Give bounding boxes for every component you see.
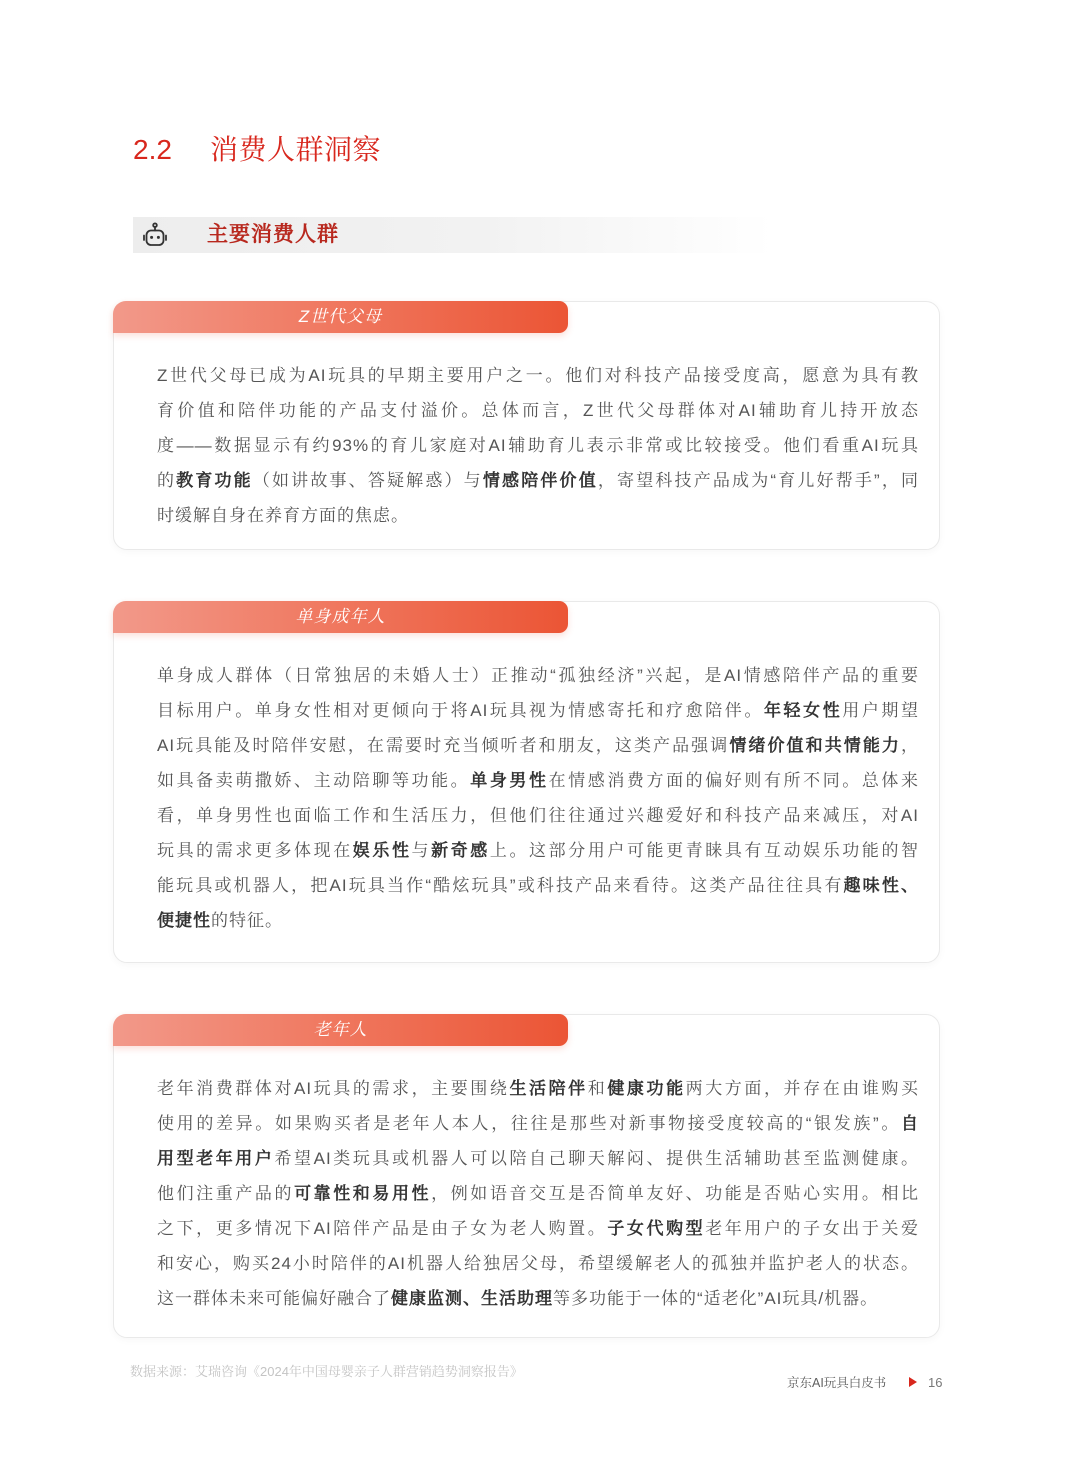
card-tab-label: 单身成年人 [113, 601, 568, 633]
text-line [157, 428, 919, 463]
emphasis-text: 情绪价值和共情能力 [729, 736, 902, 755]
body-text: 在情感消费方面的偏好则有所不同。总体来 [548, 771, 920, 790]
card-tab-label: Z世代父母 [113, 301, 568, 333]
body-text: 看，单身男性也面临工作和生活压力，但他们往往通过兴趣爱好和科技产品来减压，对AI [157, 806, 919, 825]
body-text: 希望AI类玩具或机器人可以陪自己聊天解闷、提供生活辅助甚至监测健康。 [274, 1149, 920, 1168]
card-tab-label: 老年人 [113, 1014, 568, 1046]
emphasis-text: 情感陪伴价值 [482, 471, 598, 490]
body-text: 这一群体未来可能偏好融合了 [157, 1289, 391, 1308]
body-text: 玩具的需求更多体现在 [157, 841, 353, 860]
body-text: 两大方面，并存在由谁购买 [685, 1079, 920, 1098]
text-line [157, 1071, 919, 1106]
body-text: （如讲故事、答疑解惑）与 [252, 471, 483, 490]
card-body-text [157, 658, 919, 938]
body-text: 之下，更多情况下AI陪伴产品是由子女为老人购置。 [157, 1219, 608, 1238]
body-text: 和安心，购买24小时陪伴的AI机器人给独居父母，希望缓解老人的孤独并监护老人的状态。 [157, 1254, 919, 1273]
text-line [157, 693, 919, 728]
section-number: 2.2 [133, 134, 172, 165]
body-text: 使用的差异。如果购买者是老年人本人，往往是那些对新事物接受度较高的“银发族”。 [157, 1114, 901, 1133]
body-text: 与 [411, 841, 432, 860]
body-text: 的特征。 [211, 911, 283, 930]
page-number: 16 [928, 1375, 943, 1390]
body-text: 育价值和陪伴功能的产品支付溢价。总体而言，Z世代父母群体对AI辅助育儿持开放态 [157, 401, 919, 420]
subheader-bar [133, 217, 773, 253]
emphasis-text: 单身男性 [470, 771, 549, 790]
body-text: 度——数据显示有约93%的育儿家庭对AI辅助育儿表示非常或比较接受。他们看重AI玩具 [157, 436, 919, 455]
body-text: 的 [157, 471, 177, 490]
card-body-text [157, 1071, 919, 1316]
body-text: 他们注重产品的 [157, 1184, 295, 1203]
body-text: 单身成人群体（日常独居的未婚人士）正推动“孤独经济”兴起，是AI情感陪伴产品的重要 [157, 666, 919, 685]
text-line [157, 1281, 919, 1316]
emphasis-text: 用型老年用户 [157, 1149, 275, 1168]
text-line [157, 1106, 919, 1141]
body-text: 时缓解自身在养育方面的焦虑。 [157, 506, 409, 525]
robot-icon [142, 222, 168, 248]
data-source-note: 数据来源：艾瑞咨询《2024年中国母婴亲子人群营销趋势洞察报告》 [130, 1364, 523, 1379]
subheader-title: 主要消费人群 [207, 223, 339, 246]
emphasis-text: 娱乐性 [352, 841, 412, 860]
card-elderly [113, 1014, 940, 1338]
emphasis-text: 健康监测、生活助理 [391, 1289, 553, 1308]
emphasis-text: 生活陪伴 [509, 1079, 588, 1098]
body-text: 用户期望 [842, 701, 920, 720]
section-title: 消费人群洞察 [210, 134, 382, 165]
card-single-adults [113, 601, 940, 963]
body-text: ， [901, 736, 920, 755]
emphasis-text: 教育功能 [176, 471, 253, 490]
emphasis-text: 子女代购型 [607, 1219, 706, 1238]
text-line [157, 868, 919, 903]
text-line [157, 1141, 919, 1176]
publication-name: 京东AI玩具白皮书 [787, 1376, 887, 1390]
body-text: ，寄望科技产品成为“育儿好帮手”，同 [597, 471, 920, 490]
body-text: 等多功能于一体的“适老化”AI玩具/机器。 [553, 1289, 879, 1308]
text-line [157, 798, 919, 833]
body-text: ，例如语音交互是否简单友好、功能是否贴心实用。相比 [431, 1184, 920, 1203]
body-text: 老年用户的子女出于关爱 [705, 1219, 920, 1238]
emphasis-text: 自 [901, 1114, 919, 1133]
body-text: AI玩具能及时陪伴安慰，在需要时充当倾听者和朋友，这类产品强调 [157, 736, 730, 755]
text-line [157, 463, 919, 498]
text-line [157, 833, 919, 868]
emphasis-text: 可靠性和易用性 [294, 1184, 432, 1203]
text-line [157, 358, 919, 393]
text-line [157, 1176, 919, 1211]
body-text: 上。这部分用户可能更青睐具有互动娱乐功能的智 [489, 841, 920, 860]
body-text: 和 [587, 1079, 608, 1098]
text-line [157, 903, 919, 938]
text-line [157, 763, 919, 798]
text-line [157, 393, 919, 428]
card-body-text [157, 358, 919, 533]
emphasis-text: 便捷性 [157, 911, 211, 930]
emphasis-text: 新奇感 [431, 841, 490, 860]
section-heading [133, 130, 381, 170]
text-line [157, 1246, 919, 1281]
text-line [157, 658, 919, 693]
play-triangle-icon [909, 1377, 917, 1387]
body-text: 能玩具或机器人，把AI玩具当作“酷炫玩具”或科技产品来看待。这类产品往往具有 [157, 876, 844, 895]
body-text: 老年消费群体对AI玩具的需求，主要围绕 [157, 1079, 510, 1098]
body-text: 如具备卖萌撒娇、主动陪聊等功能。 [157, 771, 471, 790]
text-line [157, 1211, 919, 1246]
body-text: 目标用户。单身女性相对更倾向于将AI玩具视为情感寄托和疗愈陪伴。 [157, 701, 764, 720]
emphasis-text: 趣味性、 [843, 876, 919, 895]
text-line [157, 498, 919, 533]
text-line [157, 728, 919, 763]
emphasis-text: 年轻女性 [763, 701, 843, 720]
emphasis-text: 健康功能 [607, 1079, 686, 1098]
card-gen-z-parents [113, 301, 940, 550]
body-text: Z世代父母已成为AI玩具的早期主要用户之一。他们对科技产品接受度高，愿意为具有教 [157, 366, 919, 385]
